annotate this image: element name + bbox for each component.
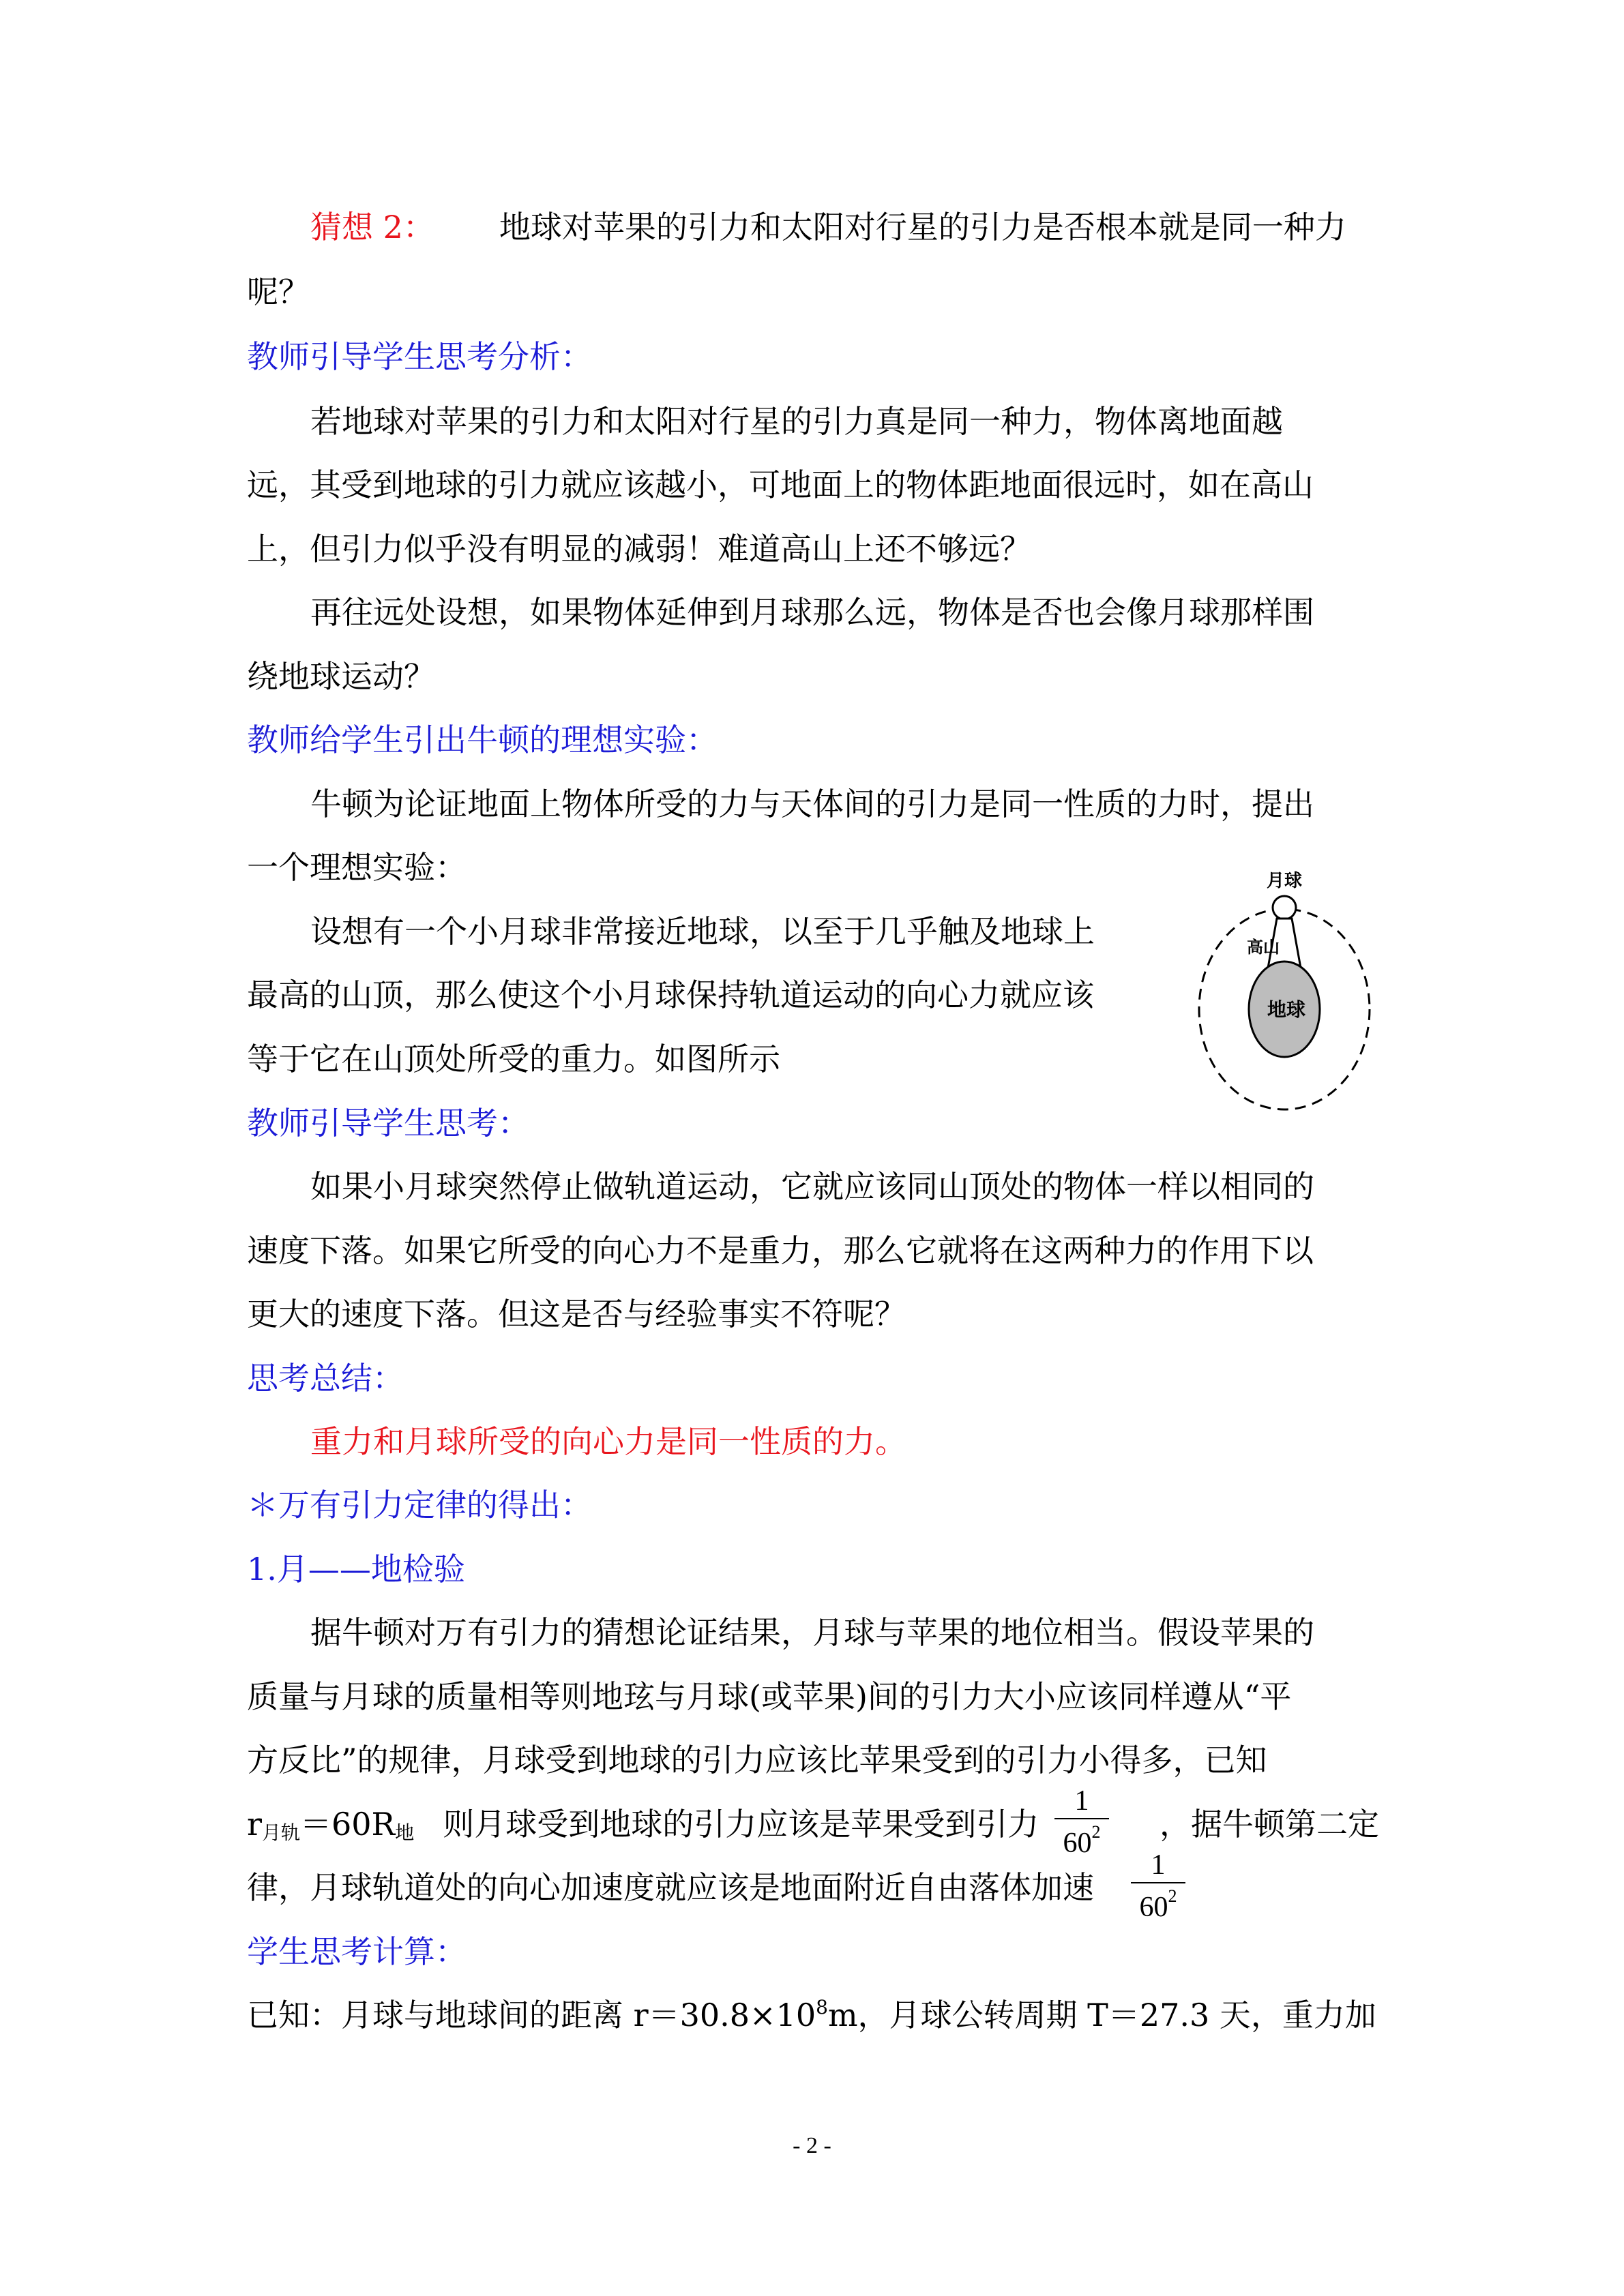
paragraph-line: 一个理想实验： — [247, 849, 467, 886]
paragraph-line: 等于它在山顶处所受的重力。如图所示 — [247, 1041, 780, 1077]
orbit-r-subscript: 月轨 — [262, 1821, 301, 1844]
fraction-bar — [1131, 1882, 1185, 1883]
paragraph-line: 方反比”的规律，月球受到地球的引力应该比苹果受到的引力小得多，已知 — [247, 1742, 1267, 1778]
heading-summary: 思考总结： — [247, 1360, 404, 1397]
fraction-numerator: 1 — [1074, 1785, 1089, 1817]
given-data-line — [247, 1995, 1376, 2040]
summary-text: 重力和月球所受的向心力是同一性质的力。 — [310, 1423, 906, 1460]
earth-label: 地球 — [1267, 998, 1306, 1021]
given-exponent: 8 — [816, 1996, 828, 2018]
conjecture-cont: 呢？ — [247, 273, 310, 310]
paragraph-line: 据牛顿对万有引力的猜想论证结果，月球与苹果的地位相当。假设苹果的 — [310, 1614, 1314, 1651]
moon-circle — [1273, 896, 1296, 919]
paragraph-line: 质量与月球的质量相等则地玹与月球(或苹果)间的引力大小应该同样遵从“平 — [247, 1678, 1292, 1715]
newton-moon-diagram — [1187, 863, 1391, 1129]
paragraph-line: 如果小月球突然停止做轨道运动，它就应该同山顶处的物体一样以相同的 — [310, 1168, 1314, 1205]
orbit-r-symbol: r — [247, 1806, 262, 1843]
paragraph-line: 最高的山顶，那么使这个小月球保持轨道运动的向心力就应该 — [247, 976, 1094, 1013]
orbit-r-equation: ＝60R — [300, 1806, 396, 1843]
fraction-bar — [1054, 1818, 1109, 1819]
paragraph-line: 设想有一个小月球非常接近地球，以至于几乎触及地球上 — [310, 913, 1095, 950]
paragraph-line: 律，月球轨道处的向心加速度就应该是地面附近自由落体加速 — [247, 1869, 1094, 1906]
fraction-denominator: $60^2$ — [1139, 1886, 1177, 1923]
heading-newton-experiment: 教师给学生引出牛顿的理想实验： — [247, 721, 718, 758]
paragraph-line: 上，但引力似乎没有明显的减弱！难道高山上还不够远？ — [247, 531, 1031, 567]
orbit-ratio-end: ，据牛顿第二定 — [1160, 1806, 1379, 1843]
mountain-label: 高山 — [1247, 938, 1280, 957]
conjecture-line — [310, 207, 1346, 248]
fraction-one-over-sixty-squared-2 — [1131, 1849, 1185, 1923]
paragraph-line: 速度下落。如果它所受的向心力不是重力，那么它就将在这两种力的作用下以 — [247, 1232, 1314, 1269]
conjecture-text: 地球对苹果的引力和太阳对行星的引力是否根本就是同一种力 — [499, 209, 1346, 245]
heading-teacher-guide-think: 教师引导学生思考： — [247, 1105, 529, 1142]
fraction-one-over-sixty-squared — [1054, 1785, 1109, 1859]
paragraph-line: 再往远处设想，如果物体延伸到月球那么远，物体是否也会像月球那样围 — [310, 594, 1314, 631]
paragraph-line: 牛顿为论证地面上物体所受的力与天体间的引力是同一性质的力时，提出 — [310, 786, 1314, 822]
fraction-numerator: 1 — [1151, 1849, 1166, 1881]
heading-moon-earth-test: 1.月——地检验 — [247, 1551, 465, 1587]
heading-student-calc: 学生思考计算： — [247, 1933, 467, 1970]
paragraph-line: 更大的速度下落。但这是否与经验事实不符呢？ — [247, 1296, 906, 1332]
clipped-char: 力 — [1007, 1806, 1039, 1843]
heading-teacher-guide-analysis: 教师引导学生思考分析： — [247, 338, 592, 375]
paragraph-line: 若地球对苹果的引力和太阳对行星的引力真是同一种力，物体离地面越 — [310, 403, 1283, 440]
moon-label: 月球 — [1266, 871, 1303, 891]
paragraph-line: 绕地球运动？ — [247, 658, 435, 695]
given-text-1: 已知：月球与地球间的距离 r＝30.8×10 — [247, 1997, 816, 2033]
page-number: - 2 - — [793, 2133, 831, 2158]
fraction-denominator: $60^2$ — [1063, 1822, 1101, 1859]
heading-gravitation-law: ＊万有引力定律的得出： — [247, 1487, 592, 1523]
earth-radius-subscript: 地 — [395, 1821, 415, 1844]
orbit-ratio-line — [247, 1804, 1039, 1849]
given-text-2: m，月球公转周期 T＝27.3 天，重力加 — [827, 1997, 1376, 2033]
conjecture-label: 猜想 2： — [310, 209, 434, 245]
orbit-ratio-text: 则月球受到地球的引力应该是苹果受到引 — [443, 1806, 1008, 1843]
paragraph-line: 远，其受到地球的引力就应该越小，可地面上的物体距地面很远时，如在高山 — [247, 466, 1314, 503]
